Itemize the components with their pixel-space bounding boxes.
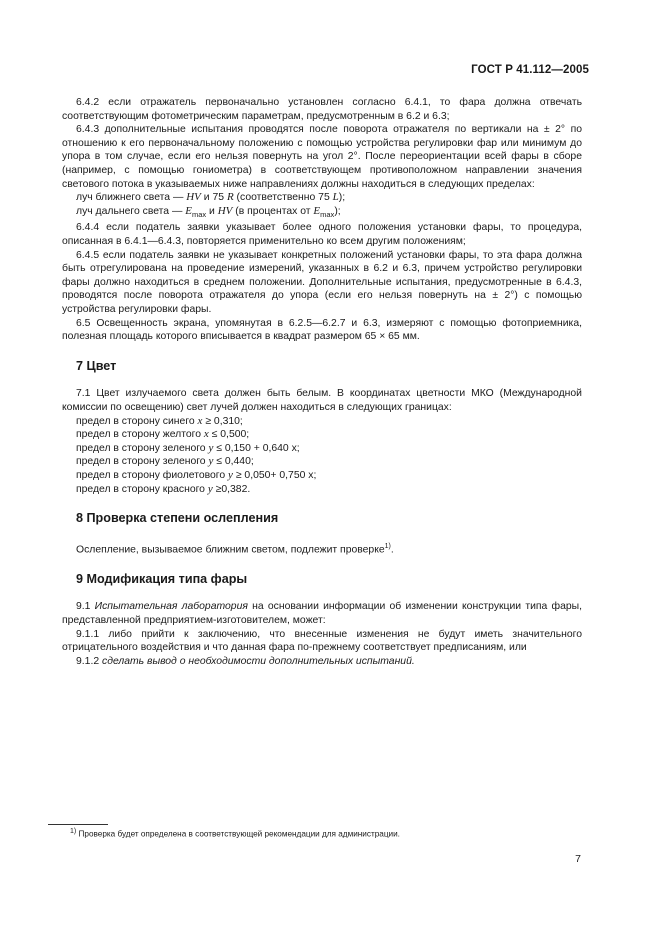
low-beam-l: L <box>332 191 339 204</box>
clause-9-1 <box>62 600 582 627</box>
footnote-text: Проверка будет определена в соответствующей рекомендации для администрации. <box>78 829 400 839</box>
limit-var: y <box>208 455 214 468</box>
high-beam-text-d: ); <box>334 205 341 217</box>
clause-6-4-5: 6.4.5 если податель заявки не указывает конкретных положений установки фары, то эта фара должна быть отрегулирована на проведение измерений, указанных в 6.2 и 6.3, причем устройство регулировки фары должно находиться в среднем положении. Дополнительные испытания, предусмотренные в 6.4.3, проводятся после поворота отражателя до упора (если его нельзя повернуть на ± 2°) с помощью устройства регулировки фары. <box>62 249 582 315</box>
page-content <box>62 96 582 668</box>
limit-expr: ≤ 0,150 + 0,640 x; <box>213 442 300 454</box>
clause-7-1: 7.1 Цвет излучаемого света должен быть белым. В координатах цветности МКО (Международной комиссии по освещению) свет лучей должен находиться в следующих границах: <box>62 388 582 413</box>
limit-expr: ≥0,382. <box>212 483 251 495</box>
limit-var: y <box>228 468 233 481</box>
clause-6-4-4: 6.4.4 если податель заявки указывает более одного положения установки фары, то процедура, описанная в 6.4.1—6.4.3, повторяется применительно ко всем другим положениям; <box>62 222 582 248</box>
high-beam-line <box>62 205 582 222</box>
low-beam-text-c: (соответственно 75 <box>233 192 333 204</box>
high-beam-text-a: луч дальнего света — <box>76 205 186 217</box>
footnote-reference[interactable]: 1) <box>384 542 391 550</box>
limit-label: предел в сторону зеленого <box>76 456 209 468</box>
clause-9-1-2 <box>62 655 582 669</box>
color-limit-row <box>62 415 582 429</box>
low-beam-text-a: луч ближнего света — <box>76 192 187 204</box>
section-7-heading: 7 Цвет <box>76 358 117 373</box>
clause-9-1-2-text: сделать вывод о необходимости дополнительных испытаний. <box>102 655 415 667</box>
low-beam-text-d: ); <box>338 192 346 204</box>
low-beam-r: R <box>226 191 234 204</box>
high-beam-text-b: и <box>206 205 218 217</box>
limit-expr: ≥ 0,310; <box>202 415 243 427</box>
low-beam-text-b: и 75 <box>200 192 227 204</box>
clause-8-end: . <box>390 544 394 556</box>
high-beam-text-c: (в процентах от <box>232 205 314 217</box>
high-beam-e: E <box>185 204 192 217</box>
footnote-mark: 1) <box>70 828 77 835</box>
footnote-divider <box>48 824 108 825</box>
clause-8-text <box>62 540 582 557</box>
high-beam-max: max <box>191 209 207 219</box>
clause-8-body: Ослепление, вызываемое ближним светом, подлежит проверке <box>76 544 385 556</box>
limit-var: y <box>207 482 213 495</box>
limit-label: предел в сторону фиолетового <box>76 469 229 481</box>
high-beam-hv: HV <box>217 204 233 217</box>
limit-label: предел в сторону желтого <box>76 429 204 441</box>
low-beam-line <box>62 191 582 205</box>
clause-9-1-2-number: 9.1.2 <box>76 655 102 667</box>
limit-expr: ≥ 0,050+ 0,750 x; <box>232 469 317 481</box>
limit-var: y <box>208 441 214 454</box>
high-beam-max2: max <box>320 209 335 219</box>
section-8-heading: 8 Проверка степени ослепления <box>76 511 279 526</box>
clause-6-4-2: 6.4.2 если отражатель первоначально установлен согласно 6.4.1, то фара должна отвечать соответствующим фотометрическим параметрам, предусмотренным в 6.2 и 6.3; <box>62 97 582 122</box>
clause-9-1-rest: на основании информации об изменении конструкции типа фары, представленной предприятием-изготовителем, может: <box>62 601 582 626</box>
document-id: ГОСТ Р 41.112—2005 <box>471 64 589 76</box>
clause-6-4-3: 6.4.3 дополнительные испытания проводятся после поворота отражателя по вертикали на ± 2° по отношению к его первоначальному положению с помощью устройства регулировки фар или минимум до упора в том случае, если его нельзя повернуть на угол 2°. После переориентации всей фары в сборе (например, с помощью гониометра) в соответствующем противоположном направлении значения светового потока в указываемых ниже направлениях должны находиться в следующих пределах: <box>62 124 582 190</box>
low-beam-hv: HV <box>186 191 201 204</box>
color-limit-row <box>62 469 582 483</box>
footnote <box>70 828 400 839</box>
section-9-heading: 9 Модификация типа фары <box>76 571 248 586</box>
high-beam-e2: E <box>313 204 321 217</box>
limit-expr: ≤ 0,440; <box>213 456 254 468</box>
color-limit-row <box>62 455 582 469</box>
clause-6-5: 6.5 Освещенность экрана, упомянутая в 6.2.5—6.2.7 и 6.3, измеряют с помощью фотоприемника, полезная площадь которого вписывается в квадрат размером 65 × 65 мм. <box>62 317 582 343</box>
limit-label: предел в сторону синего <box>76 415 198 427</box>
page-number: 7 <box>575 853 581 865</box>
color-limit-row <box>62 483 582 497</box>
limit-label: предел в сторону зеленого <box>76 442 209 454</box>
limit-var: x <box>203 428 209 441</box>
clause-9-1-1: 9.1.1 либо прийти к заключению, что внесенные изменения не будут иметь значительного отрицательного воздействия и что данная фара по-прежнему соответствует предписаниям, или <box>62 628 582 654</box>
clause-9-1-number: 9.1 <box>76 601 95 613</box>
limit-var: x <box>197 414 203 427</box>
color-limit-row <box>62 442 582 456</box>
color-limit-row <box>62 428 582 442</box>
limit-expr: ≤ 0,500; <box>208 429 250 441</box>
clause-9-1-lab: Испытательная лаборатория <box>94 601 248 613</box>
limit-label: предел в сторону красного <box>76 483 208 495</box>
